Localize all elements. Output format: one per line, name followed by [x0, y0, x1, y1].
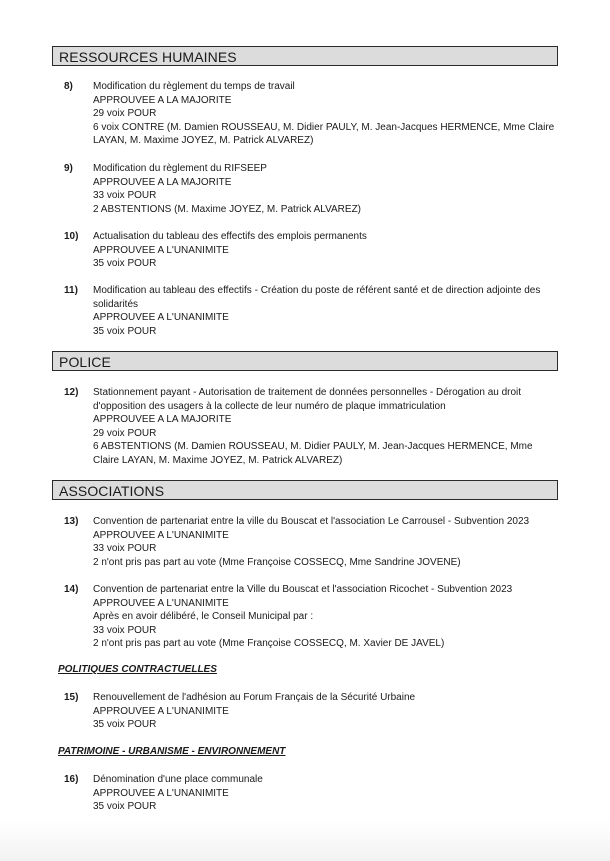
item-number: 12) — [64, 387, 79, 398]
item-non-participants: 2 n'ont pris pas part au vote (Mme Françoise COSSECQ, Mme Sandrine JOVENE) — [93, 556, 461, 568]
item-result: APPROUVEE A L'UNANIMITE — [93, 529, 229, 541]
item-deliberation: Après en avoir délibéré, le Conseil Municipal par : — [93, 611, 314, 623]
item-title: Actualisation du tableau des effectifs des emplois permanents — [93, 231, 367, 242]
item-title: Stationnement payant - Autorisation de traitement de données personnelles - Dérogation au droit d'opposition des usagers à la collecte de leur numéro de plaque immatriculation — [93, 387, 522, 412]
item-body — [93, 230, 555, 271]
item-result: APPROUVEE A LA MAJORITE — [93, 94, 232, 106]
item-number: 10) — [64, 231, 79, 242]
item-number: 16) — [64, 774, 79, 785]
item-result: APPROUVEE A L'UNANIMITE — [93, 787, 229, 799]
item-result: APPROUVEE A LA MAJORITE — [93, 414, 232, 426]
item-title: Convention de partenariat entre la ville du Bouscat et l'association Le Carrousel - Subvention 2023 — [93, 516, 530, 527]
item-votes-for: 35 voix POUR — [93, 325, 157, 337]
item-abstentions: 2 ABSTENTIONS (M. Maxime JOYEZ, M. Patrick ALVAREZ) — [93, 203, 362, 215]
item-body — [93, 773, 555, 814]
item-title: Dénomination d'une place communale — [93, 774, 263, 785]
item-body — [93, 80, 555, 148]
item-title: Modification du règlement du RIFSEEP — [93, 163, 267, 174]
page-bottom-shadow — [0, 821, 610, 861]
section-header-police: POLICE — [52, 351, 558, 371]
item-number: 8) — [64, 81, 73, 92]
item-body — [93, 162, 555, 216]
subheading-politiques-contractuelles: POLITIQUES CONTRACTUELLES — [58, 664, 217, 675]
section-header-ressources-humaines: RESSOURCES HUMAINES — [52, 46, 558, 66]
item-body — [93, 386, 555, 468]
item-votes-for: 33 voix POUR — [93, 190, 157, 202]
item-title: Convention de partenariat entre la Ville du Bouscat et l'association Ricochet - Subvention 2023 — [93, 584, 513, 595]
item-result: APPROUVEE A L'UNANIMITE — [93, 705, 229, 717]
item-votes-for: 29 voix POUR — [93, 108, 157, 120]
item-result: APPROUVEE A L'UNANIMITE — [93, 244, 229, 256]
item-body — [93, 583, 555, 651]
item-votes-for: 35 voix POUR — [93, 258, 157, 270]
item-votes-for: 29 voix POUR — [93, 427, 157, 439]
item-result: APPROUVEE A L'UNANIMITE — [93, 597, 229, 609]
item-title: Modification du règlement du temps de travail — [93, 81, 295, 92]
section-header-associations: ASSOCIATIONS — [52, 480, 558, 500]
item-number: 15) — [64, 692, 79, 703]
item-votes-for: 33 voix POUR — [93, 624, 157, 636]
item-body — [93, 284, 555, 338]
item-votes-for: 35 voix POUR — [93, 801, 157, 813]
item-title: Renouvellement de l'adhésion au Forum Français de la Sécurité Urbaine — [93, 692, 416, 703]
item-number: 9) — [64, 163, 73, 174]
item-votes-for: 35 voix POUR — [93, 719, 157, 731]
item-result: APPROUVEE A L'UNANIMITE — [93, 312, 229, 324]
item-votes-against: 6 voix CONTRE (M. Damien ROUSSEAU, M. Didier PAULY, M. Jean-Jacques HERMENCE, Mme Claire LAYAN, M. Maxime JOYEZ, M. Patrick ALVAREZ) — [93, 121, 555, 147]
item-abstentions: 6 ABSTENTIONS (M. Damien ROUSSEAU, M. Didier PAULY, M. Jean-Jacques HERMENCE, Mme Claire LAYAN, M. Maxime JOYEZ, M. Patrick ALVAREZ) — [93, 441, 533, 466]
item-body — [93, 515, 555, 569]
item-number: 13) — [64, 516, 79, 527]
item-number: 14) — [64, 584, 79, 595]
item-non-participants: 2 n'ont pris pas part au vote (Mme Françoise COSSECQ, M. Xavier DE JAVEL) — [93, 638, 445, 650]
item-votes-for: 33 voix POUR — [93, 543, 157, 555]
subheading-patrimoine: PATRIMOINE - URBANISME - ENVIRONNEMENT — [58, 746, 286, 757]
item-title: Modification au tableau des effectifs - Création du poste de référent santé et de direction adjointe des solidarités — [93, 285, 541, 310]
item-result: APPROUVEE A LA MAJORITE — [93, 176, 232, 188]
item-body — [93, 691, 555, 732]
item-number: 11) — [64, 285, 78, 296]
